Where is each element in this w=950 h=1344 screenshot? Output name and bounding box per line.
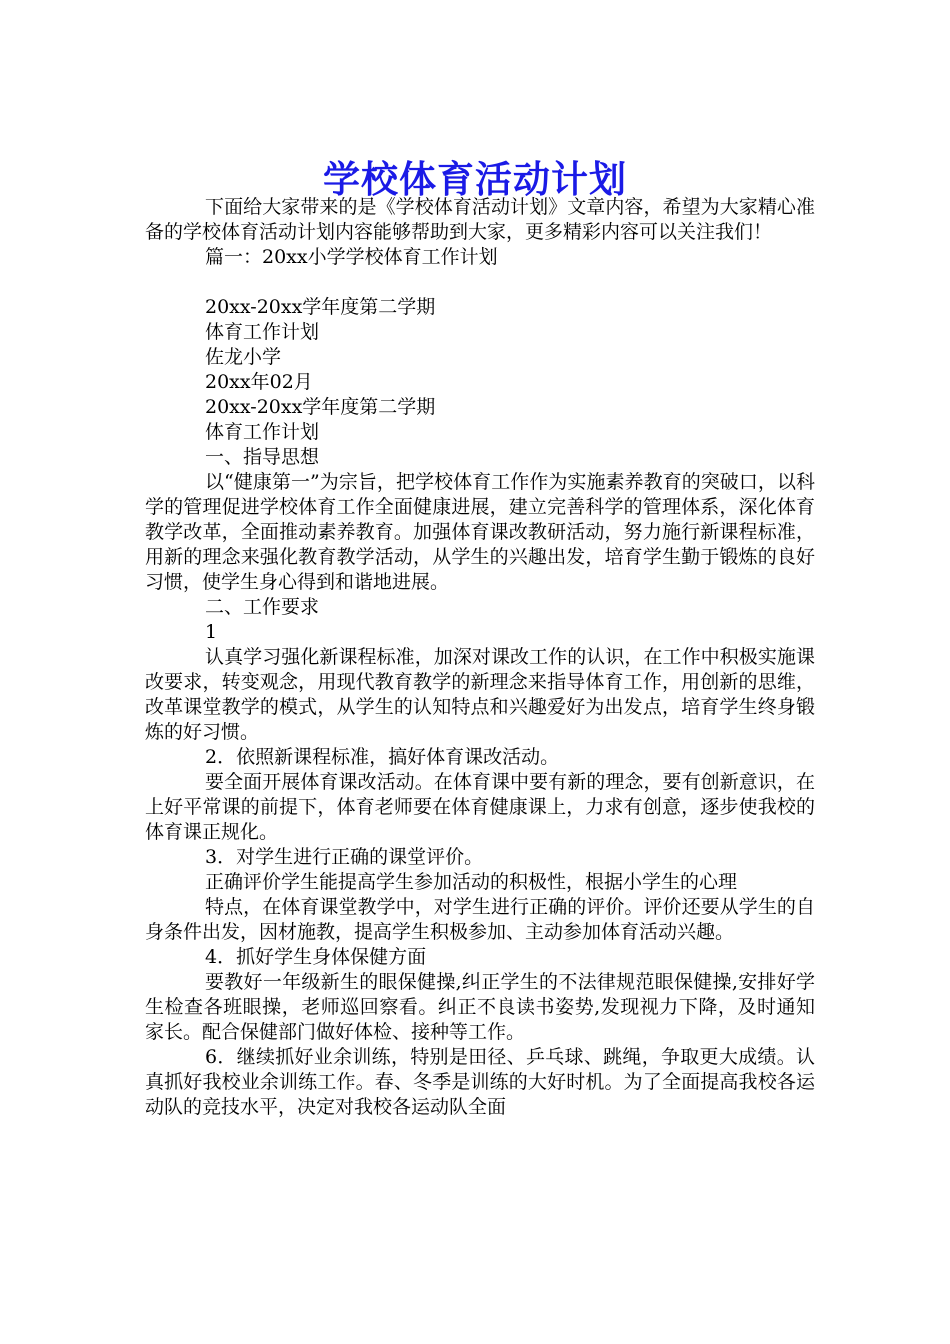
- document-title: 学校体育活动计划: [323, 156, 627, 201]
- paragraph: 1: [205, 621, 218, 643]
- paragraph: 20xx-20xx学年度第二学期: [205, 296, 436, 318]
- paragraph: 以“健康第一”为宗旨，把学校体育工作作为实施素养教育的突破口，以科学的管理促进学校体育工作全面健康进展，建立完善科学的管理体系，深化体育教学改革，全面推动素养教育。加强体育课改教研活动，努力施行新课程标准，用新的理念来强化教育教学活动，从学生的兴趣出发，培育学生勤于锻炼的良好习惯，使学生身心得到和谐地进展。: [145, 471, 815, 593]
- paragraph: 2．依照新课程标准，搞好体育课改活动。: [205, 746, 560, 768]
- paragraph: 一、指导思想: [205, 446, 320, 468]
- paragraph: 4．抓好学生身体保健方面: [205, 946, 427, 968]
- paragraph: 二、工作要求: [205, 596, 320, 618]
- paragraph: 6．继续抓好业余训练，特别是田径、乒乓球、跳绳，争取更大成绩。认真抓好我校业余训练工作。春、冬季是训练的大好时机。为了全面提高我校各运动队的竞技水平，决定对我校各运动队全面: [145, 1046, 815, 1118]
- paragraph: 要全面开展体育课改活动。在体育课中要有新的理念，要有创新意识，在上好平常课的前提下，体育老师要在体育健康课上，力求有创意，逐步使我校的体育课正规化。: [145, 771, 815, 843]
- paragraph: 3．对学生进行正确的课堂评价。: [205, 846, 484, 868]
- paragraph: 要教好一年级新生的眼保健操,纠正学生的不法律规范眼保健操,安排好学生检查各班眼操，老师巡回察看。纠正不良读书姿势,发现视力下降，及时通知家长。配合保健部门做好体检、接种等工作。: [145, 971, 815, 1043]
- paragraph: 下面给大家带来的是《学校体育活动计划》文章内容，希望为大家精心准备的学校体育活动计划内容能够帮助到大家，更多精彩内容可以关注我们！: [145, 196, 815, 243]
- paragraph: 正确评价学生能提高学生参加活动的积极性，根据小学生的心理: [205, 871, 738, 893]
- paragraph: 篇一：20xx小学学校体育工作计划: [205, 246, 498, 268]
- paragraph: 20xx年02月: [205, 371, 313, 393]
- document-body: [145, 195, 815, 1120]
- paragraph: 佐龙小学: [205, 346, 282, 368]
- paragraph: 20xx-20xx学年度第二学期: [205, 396, 436, 418]
- paragraph: 特点，在体育课堂教学中，对学生进行正确的评价。评价还要从学生的自身条件出发，因材施教，提高学生积极参加、主动参加体育活动兴趣。: [145, 896, 815, 943]
- paragraph: 体育工作计划: [205, 421, 320, 443]
- paragraph: 体育工作计划: [205, 321, 320, 343]
- paragraph: 认真学习强化新课程标准，加深对课改工作的认识，在工作中积极实施课改要求，转变观念，用现代教育教学的新理念来指导体育工作，用创新的思维，改革课堂教学的模式，从学生的认知特点和兴趣爱好为出发点，培育学生终身锻炼的好习惯。: [145, 646, 815, 743]
- paragraph: [145, 270, 815, 295]
